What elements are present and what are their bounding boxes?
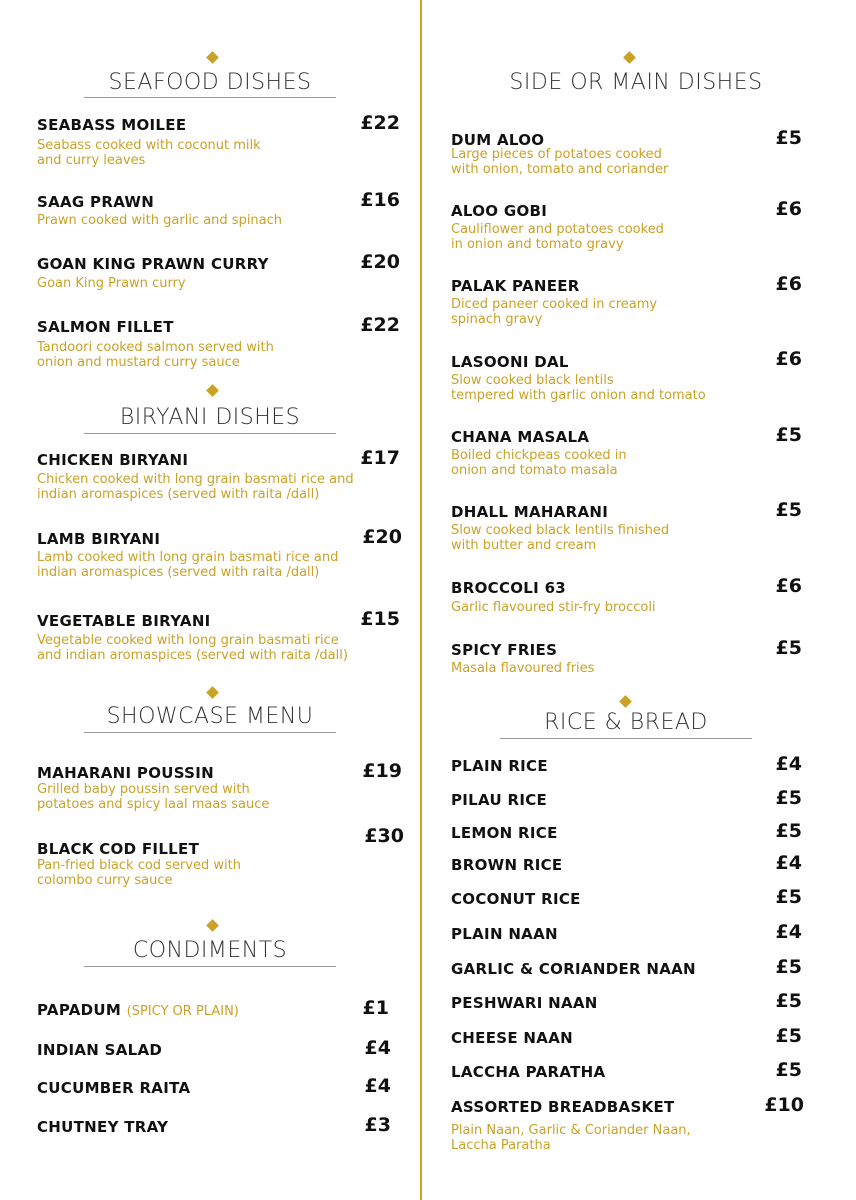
item-price: £5 xyxy=(775,1059,802,1081)
item-price: £20 xyxy=(362,526,402,548)
item-price: £5 xyxy=(775,787,802,809)
item-name: DUM ALOO xyxy=(451,131,545,149)
item-price: £22 xyxy=(360,314,400,336)
item-name: LAMB BIRYANI xyxy=(37,530,161,548)
item-price: £19 xyxy=(362,760,402,782)
item-name-text: PAPADUM xyxy=(37,1001,122,1019)
diamond-ornament-icon xyxy=(623,51,636,64)
item-price: £15 xyxy=(360,608,400,630)
item-name: PILAU RICE xyxy=(451,791,548,809)
item-price: £4 xyxy=(775,921,802,943)
item-description: Vegetable cooked with long grain basmati rice and indian aromaspices (served with raita /dall) xyxy=(37,633,348,663)
item-name: ALOO GOBI xyxy=(451,202,548,220)
item-name: SPICY FRIES xyxy=(451,641,558,659)
item-description: Seabass cooked with coconut milk and curry leaves xyxy=(37,138,261,168)
item-price: £5 xyxy=(775,499,802,521)
item-price: £5 xyxy=(775,886,802,908)
item-price: £5 xyxy=(775,127,802,149)
item-price: £30 xyxy=(364,825,404,847)
section-title-condiments: CONDIMENTS xyxy=(132,938,288,963)
item-name: LEMON RICE xyxy=(451,824,558,842)
item-price: £22 xyxy=(360,112,400,134)
section-rule xyxy=(84,732,336,733)
item-name: PLAIN RICE xyxy=(451,757,548,775)
item-name: PALAK PANEER xyxy=(451,277,580,295)
item-name: SALMON FILLET xyxy=(37,318,174,336)
item-description: Grilled baby poussin served with potatoes and spicy laal maas sauce xyxy=(37,782,270,812)
item-name: DHALL MAHARANI xyxy=(451,503,609,521)
item-price: £4 xyxy=(364,1075,391,1097)
item-price: £6 xyxy=(775,575,802,597)
item-price: £5 xyxy=(775,990,802,1012)
item-name: GOAN KING PRAWN CURRY xyxy=(37,255,269,273)
diamond-ornament-icon xyxy=(206,51,219,64)
item-description: Diced paneer cooked in creamy spinach gravy xyxy=(451,297,658,327)
item-price: £3 xyxy=(364,1114,391,1136)
item-description: Cauliflower and potatoes cooked in onion and tomato gravy xyxy=(451,222,664,252)
item-name: PLAIN NAAN xyxy=(451,925,558,943)
item-name: SAAG PRAWN xyxy=(37,193,155,211)
item-name: BROCCOLI 63 xyxy=(451,579,567,597)
item-price: £5 xyxy=(775,1025,802,1047)
item-name: CUCUMBER RAITA xyxy=(37,1079,191,1097)
item-price: £5 xyxy=(775,424,802,446)
section-title-sides: SIDE OR MAIN DISHES xyxy=(509,70,763,95)
section-rule xyxy=(84,97,336,98)
item-name: BLACK COD FILLET xyxy=(37,840,200,858)
item-description: Boiled chickpeas cooked in onion and tomato masala xyxy=(451,448,627,478)
section-title-rice: RICE & BREAD xyxy=(544,710,708,735)
item-name: COCONUT RICE xyxy=(451,890,581,908)
item-description: Tandoori cooked salmon served with onion and mustard curry sauce xyxy=(37,340,274,370)
item-name: PESHWARI NAAN xyxy=(451,994,598,1012)
item-description: Plain Naan, Garlic & Coriander Naan, Laccha Paratha xyxy=(451,1123,691,1153)
item-name: BROWN RICE xyxy=(451,856,563,874)
item-description: Chicken cooked with long grain basmati rice and indian aromaspices (served with raita /dall) xyxy=(37,472,354,502)
item-price: £6 xyxy=(775,198,802,220)
column-divider xyxy=(420,0,422,1200)
item-price: £1 xyxy=(362,997,389,1019)
diamond-ornament-icon xyxy=(206,384,219,397)
item-name: CHEESE NAAN xyxy=(451,1029,573,1047)
item-name: LASOONI DAL xyxy=(451,353,569,371)
item-description: Slow cooked black lentils tempered with garlic onion and tomato xyxy=(451,373,706,403)
item-description: Goan King Prawn curry xyxy=(37,276,186,291)
item-description: Slow cooked black lentils finished with butter and cream xyxy=(451,523,670,553)
item-name: VEGETABLE BIRYANI xyxy=(37,612,211,630)
item-price: £16 xyxy=(360,189,400,211)
item-description: Garlic flavoured stir-fry broccoli xyxy=(451,600,656,615)
item-name: CHICKEN BIRYANI xyxy=(37,451,189,469)
item-description: Masala flavoured fries xyxy=(451,661,595,676)
item-price: £4 xyxy=(364,1037,391,1059)
item-price: £20 xyxy=(360,251,400,273)
diamond-ornament-icon xyxy=(206,919,219,932)
item-price: £10 xyxy=(764,1094,804,1116)
section-rule xyxy=(500,738,752,739)
section-rule xyxy=(84,433,336,434)
item-name: CHUTNEY TRAY xyxy=(37,1118,169,1136)
item-price: £4 xyxy=(775,852,802,874)
item-price: £4 xyxy=(775,753,802,775)
section-rule xyxy=(84,966,336,967)
item-price: £5 xyxy=(775,637,802,659)
item-name: MAHARANI POUSSIN xyxy=(37,764,215,782)
item-name: CHANA MASALA xyxy=(451,428,590,446)
item-description: Pan-fried black cod served with colombo curry sauce xyxy=(37,858,241,888)
item-name: INDIAN SALAD xyxy=(37,1041,163,1059)
item-note: (SPICY OR PLAIN) xyxy=(126,1004,239,1019)
item-price: £17 xyxy=(360,447,400,469)
item-name: SEABASS MOILEE xyxy=(37,116,187,134)
item-price: £5 xyxy=(775,956,802,978)
item-price: £6 xyxy=(775,273,802,295)
item-name: ASSORTED BREADBASKET xyxy=(451,1098,675,1116)
item-description: Lamb cooked with long grain basmati rice and indian aromaspices (served with raita /dall) xyxy=(37,550,339,580)
section-title-showcase: SHOWCASE MENU xyxy=(106,704,314,729)
item-description: Prawn cooked with garlic and spinach xyxy=(37,213,283,228)
diamond-ornament-icon xyxy=(206,686,219,699)
item-description: Large pieces of potatoes cooked with onion, tomato and coriander xyxy=(451,147,669,177)
item-name: LACCHA PARATHA xyxy=(451,1063,606,1081)
item-name: GARLIC & CORIANDER NAAN xyxy=(451,960,696,978)
section-title-seafood: SEAFOOD DISHES xyxy=(108,70,312,95)
item-price: £6 xyxy=(775,348,802,370)
section-title-biryani: BIRYANI DISHES xyxy=(119,405,301,430)
diamond-ornament-icon xyxy=(619,695,632,708)
item-price: £5 xyxy=(775,820,802,842)
item-name xyxy=(37,1001,239,1019)
